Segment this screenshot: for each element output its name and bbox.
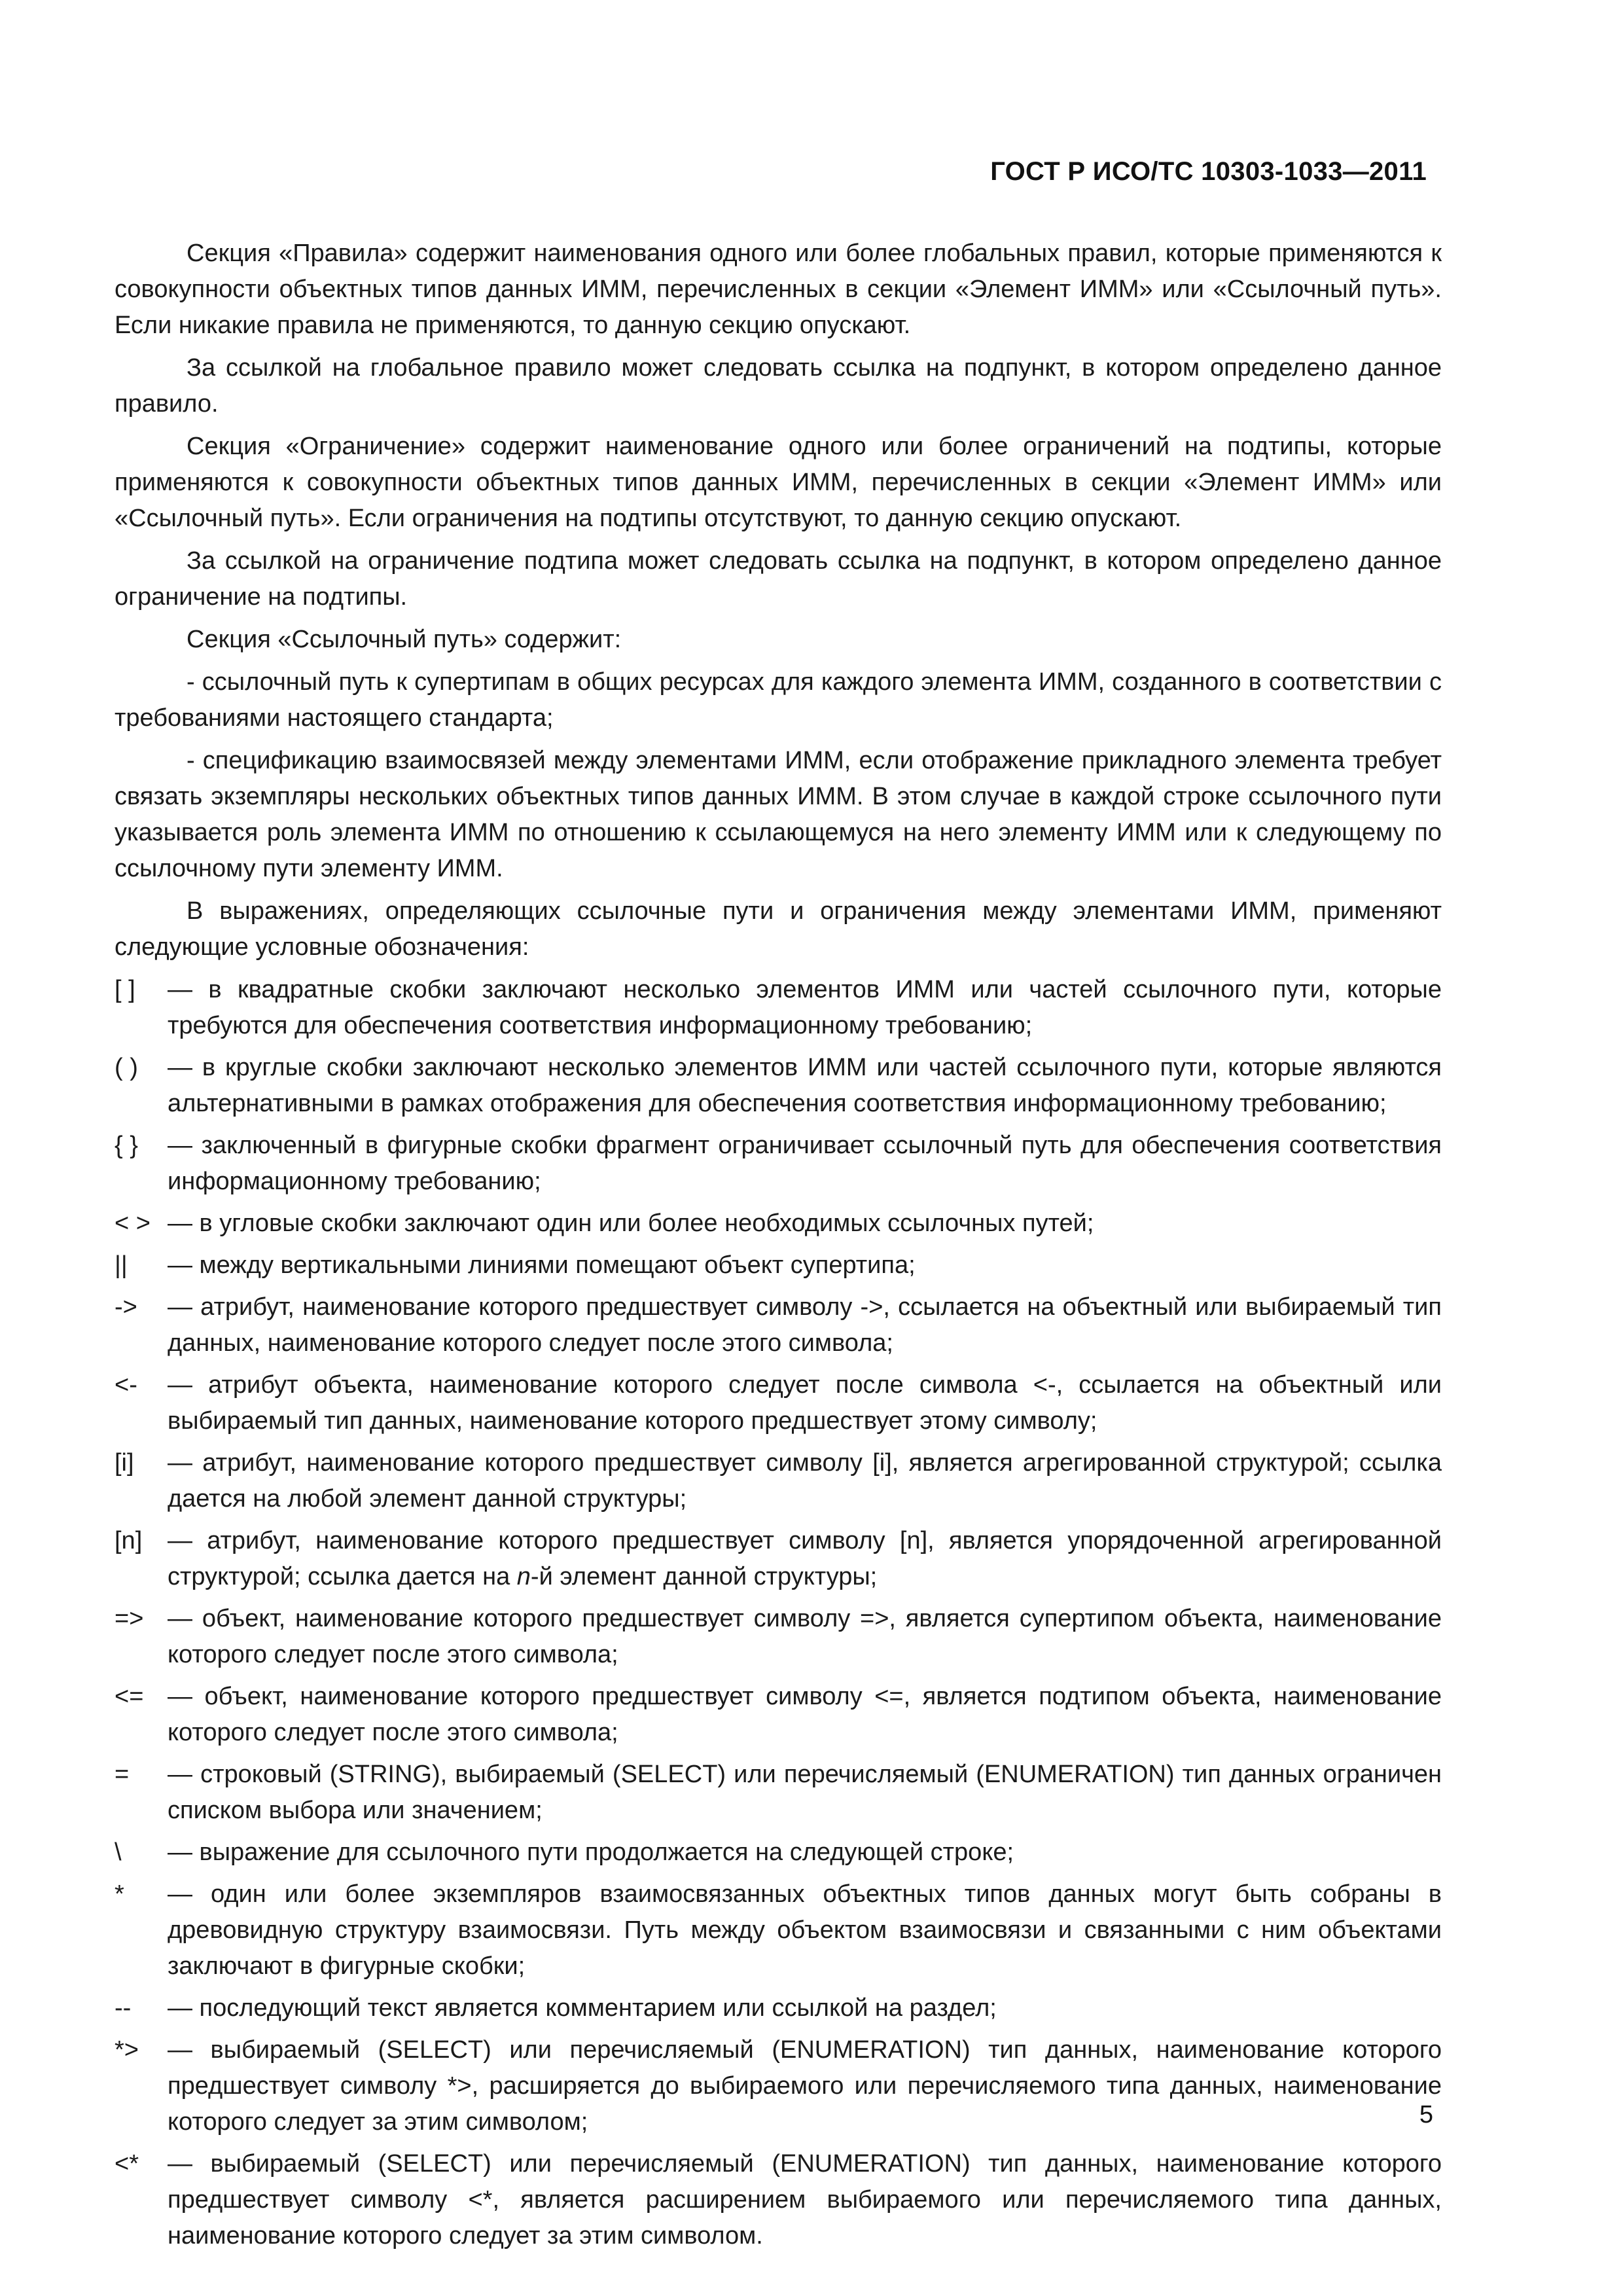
definition-symbol: *> <box>115 2036 139 2064</box>
definition-text: — в круглые скобки заключают несколько элементов ИММ или частей ссылочного пути, которые являются альтернативными в рамках отображения для обеспечения соответствия информационному требованию; <box>168 1054 1442 1117</box>
definition-item <box>115 2146 1442 2254</box>
definition-text: — выражение для ссылочного пути продолжается на следующей строке; <box>168 1839 1014 1866</box>
definition-item <box>115 1367 1442 1439</box>
paragraph-reference-path-item-2: - спецификацию взаимосвязей между элементами ИММ, если отображение прикладного элемента требует связать экземпляры нескольких объектных типов данных ИММ. В этом случае в каждой строке ссылочного пути указывается роль элемента ИММ по отношению к ссылающемуся на него элементу ИММ или к следующему по ссылочному пути элементу ИММ. <box>115 747 1442 882</box>
definition-symbol: -> <box>115 1293 137 1321</box>
definition-text: — в угловые скобки заключают один или более необходимых ссылочных путей; <box>168 1210 1094 1237</box>
definition-text: — последующий текст является комментарием или ссылкой на раздел; <box>168 1994 997 2022</box>
definition-text-part: — атрибут, наименование которого предшествует символу [n], является упорядоченной агрегированной структурой; ссылка дается на <box>168 1527 1442 1590</box>
definition-text <box>168 1523 1442 1595</box>
definition-text: — строковый (STRING), выбираемый (SELECT) или перечисляемый (ENUMERATION) тип данных ограничен списком выбора или значением; <box>168 1761 1442 1824</box>
definition-symbol: \ <box>115 1839 122 1866</box>
definition-symbol: [ ] <box>115 976 135 1003</box>
definition-text: — выбираемый (SELECT) или перечисляемый (ENUMERATION) тип данных, наименование которого предшествует символу *>, расширяется до выбираемого или перечисляемого типа данных, наименование которого следует за этим символом; <box>168 2036 1442 2136</box>
definition-item <box>115 1990 1442 2026</box>
definition-symbol: [n] <box>115 1527 143 1554</box>
definition-text: — между вертикальными линиями помещают объект супертипа; <box>168 1251 916 1279</box>
definition-symbol: { } <box>115 1132 138 1159</box>
definition-text: — один или более экземпляров взаимосвязанных объектных типов данных могут быть собраны в древовидную структуру взаимосвязи. Путь между объектом взаимосвязи и связанными с ним объектами заключают в фигурные скобки; <box>168 1880 1442 1980</box>
notation-definition-list <box>115 972 1442 2254</box>
definition-symbol: [i] <box>115 1449 134 1477</box>
definition-item <box>115 1247 1442 1283</box>
definition-text: — атрибут, наименование которого предшествует символу [i], является агрегированной структурой; ссылка дается на любой элемент данной структуры; <box>168 1449 1442 1513</box>
definition-text: — объект, наименование которого предшествует символу <=, является подтипом объекта, наименование которого следует после этого символа; <box>168 1683 1442 1746</box>
definition-text: — заключенный в фигурные скобки фрагмент ограничивает ссылочный путь для обеспечения соответствия информационному требованию; <box>168 1132 1442 1195</box>
definition-item <box>115 1050 1442 1122</box>
definition-text-italic: n <box>516 1563 531 1590</box>
paragraph-rules-section: Секция «Правила» содержит наименования одного или более глобальных правил, которые применяются к совокупности объектных типов данных ИММ, перечисленных в секции «Элемент ИММ» или «Ссылочный путь». Если никакие правила не применяются, то данную секцию опускают. <box>115 240 1442 339</box>
definition-item <box>115 1835 1442 1871</box>
definition-item <box>115 1445 1442 1517</box>
definition-symbol: * <box>115 1880 124 1908</box>
paragraph-constraint-section: Секция «Ограничение» содержит наименование одного или более ограничений на подтипы, которые применяются к совокупности объектных типов данных ИММ, перечисленных в секции «Элемент ИММ» или «Ссылочный путь». Если ограничения на подтипы отсутствуют, то данную секцию опускают. <box>115 433 1442 532</box>
document-header-id: ГОСТ Р ИСО/ТС 10303-1033—2011 <box>990 157 1427 186</box>
definition-symbol: <= <box>115 1683 144 1710</box>
definition-item <box>115 1757 1442 1829</box>
definition-symbol: => <box>115 1605 144 1632</box>
definition-item <box>115 1876 1442 1984</box>
definition-symbol: < > <box>115 1210 151 1237</box>
definition-text: — объект, наименование которого предшествует символу =>, является супертипом объекта, наименование которого следует после этого символа; <box>168 1605 1442 1668</box>
page-number: 5 <box>1419 2101 1433 2128</box>
definition-symbol: -- <box>115 1994 132 2022</box>
definition-text: — выбираемый (SELECT) или перечисляемый (ENUMERATION) тип данных, наименование которого предшествует символу <*, является расширением выбираемого или перечисляемого типа данных, наименование которого следует за этим символом. <box>168 2150 1442 2250</box>
definition-item <box>115 1206 1442 1242</box>
definition-item <box>115 1601 1442 1673</box>
definition-symbol: <* <box>115 2150 139 2178</box>
definition-text: — атрибут, наименование которого предшествует символу ->, ссылается на объектный или выбираемый тип данных, наименование которого следует после этого символа; <box>168 1293 1442 1357</box>
definition-text-part: -й элемент данной структуры; <box>530 1563 878 1590</box>
definition-item <box>115 1523 1442 1595</box>
paragraph-global-rule-reference: За ссылкой на глобальное правило может следовать ссылка на подпункт, в котором определено данное правило. <box>115 354 1442 418</box>
definition-item <box>115 1128 1442 1200</box>
paragraph-reference-path-section: Секция «Ссылочный путь» содержит: <box>187 626 622 653</box>
definition-item <box>115 1289 1442 1361</box>
document-body <box>115 236 1442 2260</box>
definition-symbol: ( ) <box>115 1054 138 1081</box>
definition-text: — в квадратные скобки заключают несколько элементов ИММ или частей ссылочного пути, которые требуются для обеспечения соответствия информационному требованию; <box>168 976 1442 1039</box>
definition-text: — атрибут объекта, наименование которого следует после символа <-, ссылается на объектный или выбираемый тип данных, наименование которого предшествует этому символу; <box>168 1371 1442 1435</box>
paragraph-notation-intro: В выражениях, определяющих ссылочные пути и ограничения между элементами ИММ, применяют следующие условные обозначения: <box>115 897 1442 961</box>
definition-item <box>115 972 1442 1044</box>
definition-item <box>115 2032 1442 2140</box>
definition-item <box>115 1679 1442 1751</box>
definition-symbol: = <box>115 1761 130 1788</box>
definition-symbol: || <box>115 1251 128 1279</box>
definition-symbol: <- <box>115 1371 137 1399</box>
paragraph-reference-path-item-1: - ссылочный путь к супертипам в общих ресурсах для каждого элемента ИММ, созданного в соответствии с требованиями настоящего стандарта; <box>115 668 1442 732</box>
paragraph-subtype-constraint-reference: За ссылкой на ограничение подтипа может следовать ссылка на подпункт, в котором определено данное ограничение на подтипы. <box>115 547 1442 611</box>
